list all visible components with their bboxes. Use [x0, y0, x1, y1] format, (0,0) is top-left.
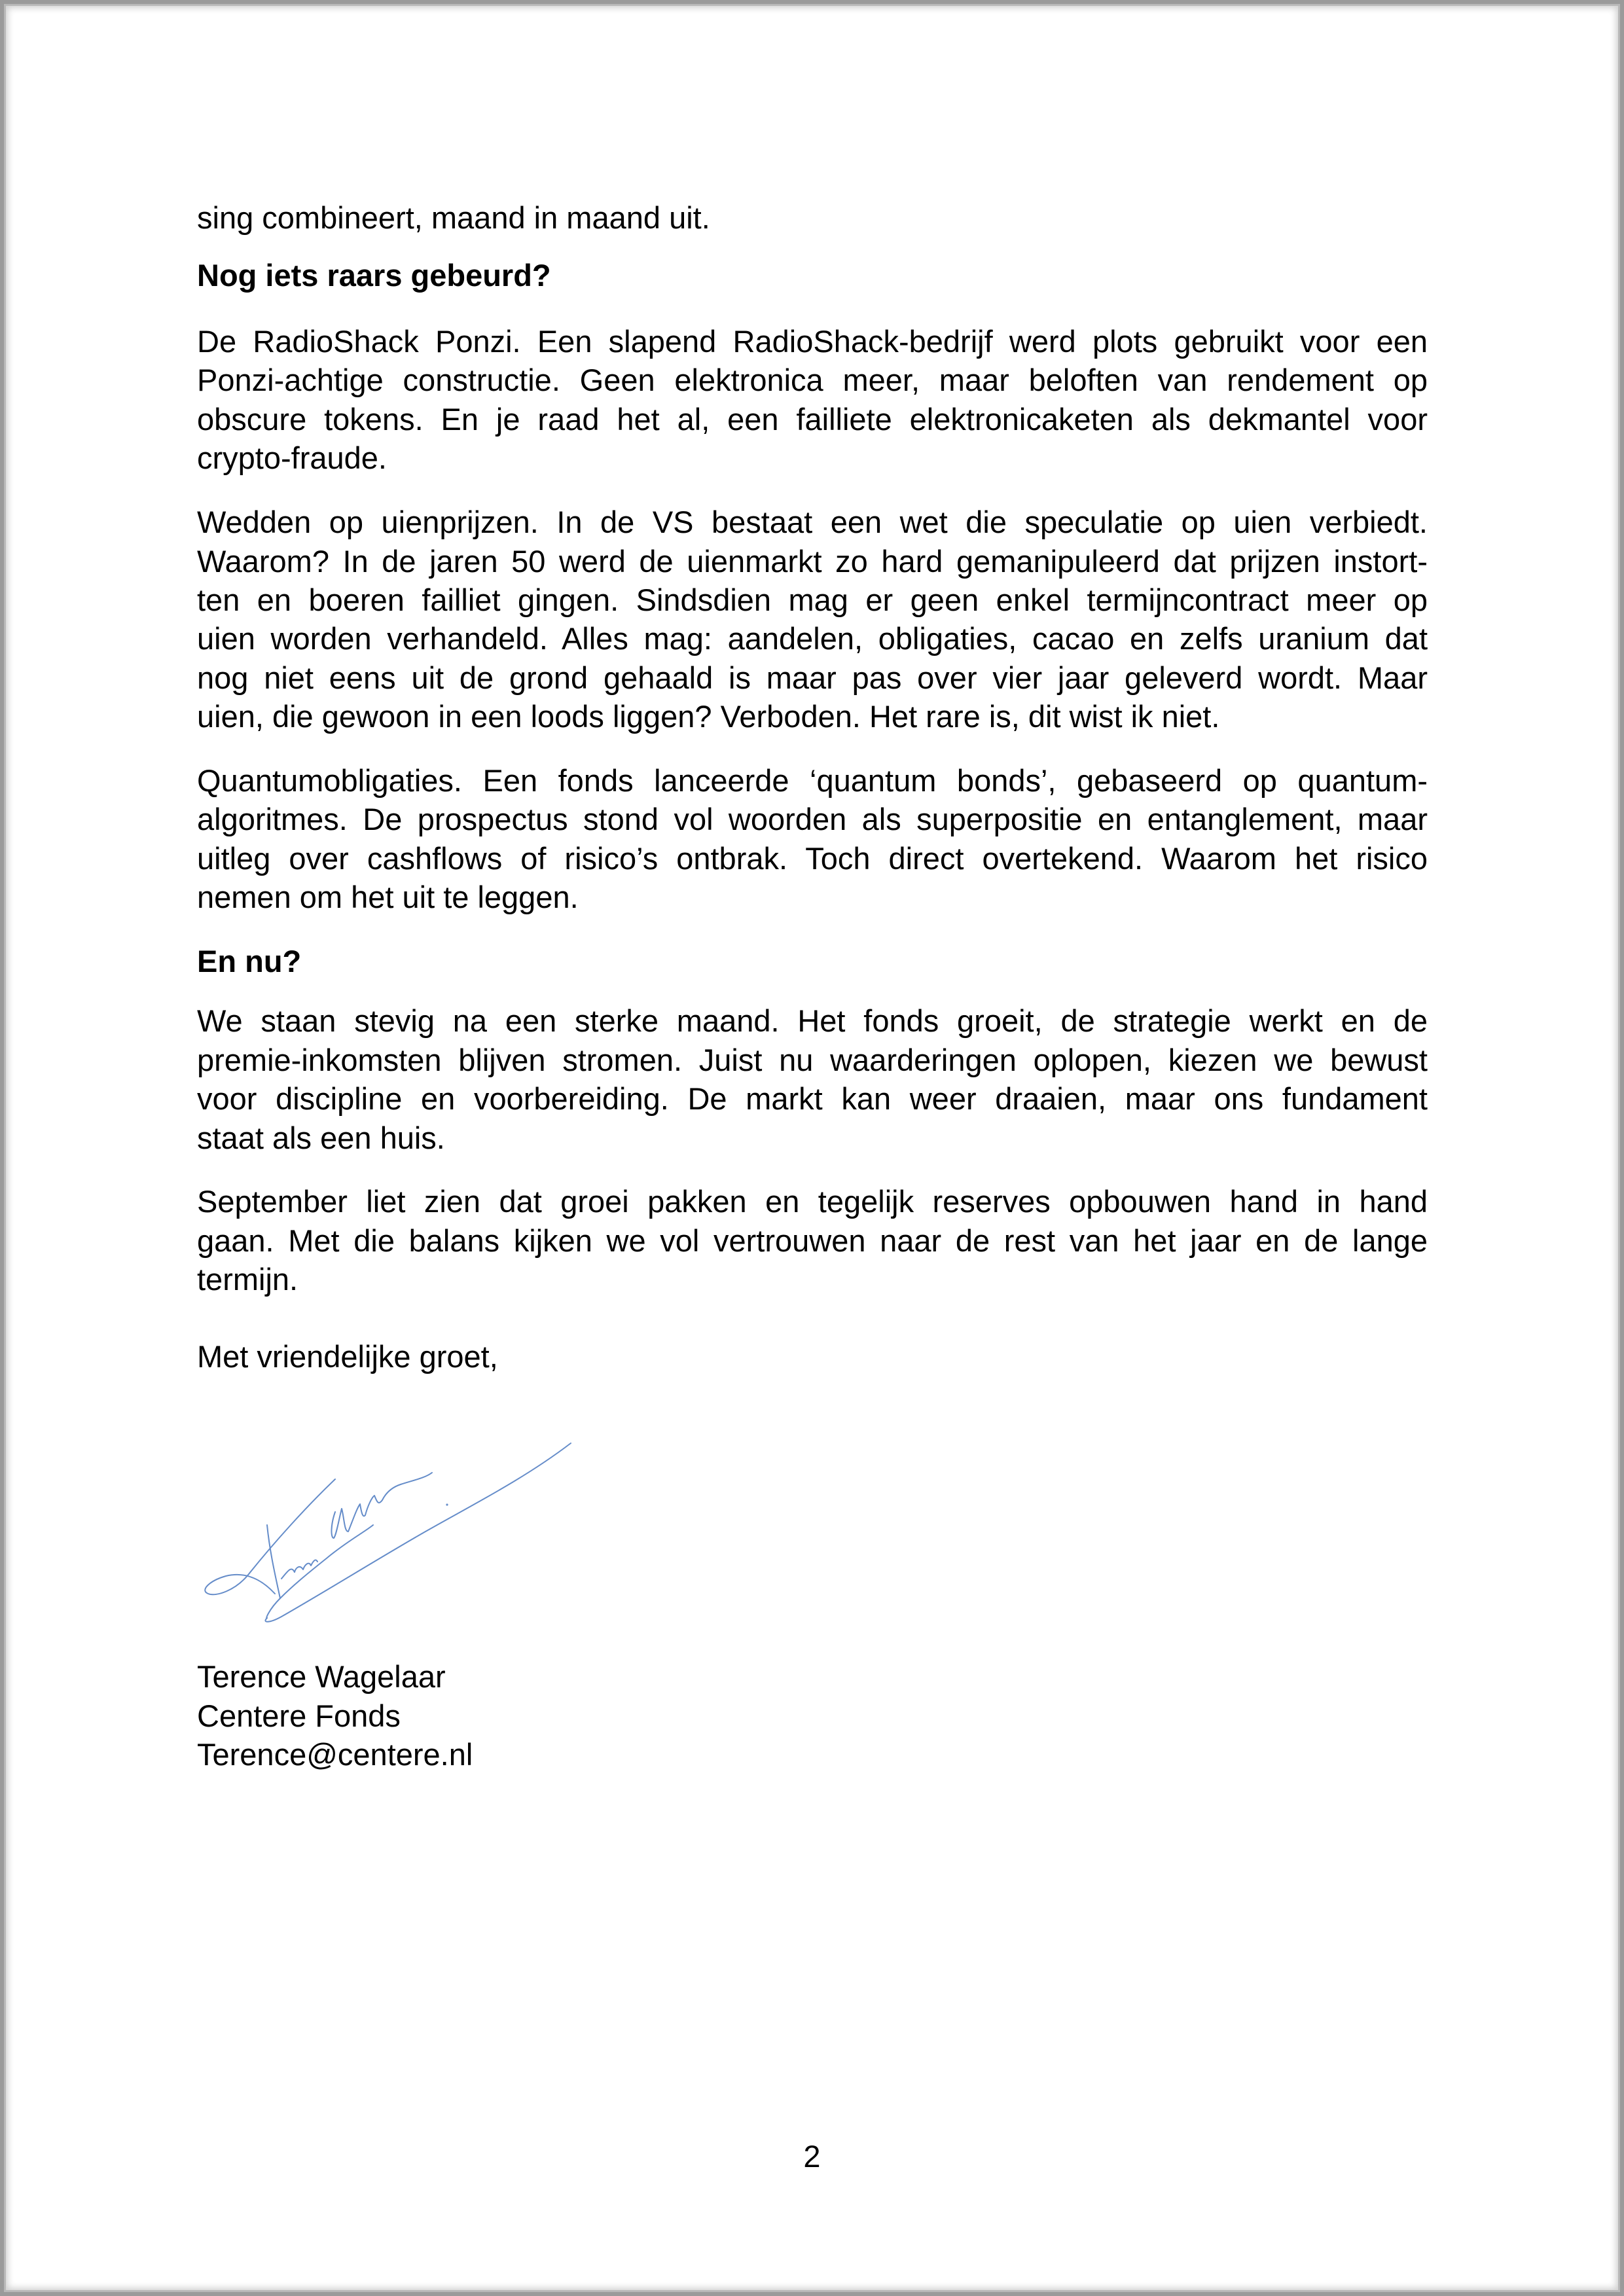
paragraph-line: voor discipline en voorbereiding. De markt kan weer draaien, maar ons fundament	[197, 1081, 1428, 1116]
paragraph-line: De RadioShack Ponzi. Een slapend RadioShack-bedrijf werd plots gebruikt voor een	[197, 324, 1428, 359]
paragraph-line: September liet zien dat groei pakken en tegelijk reserves opbouwen hand in hand	[197, 1184, 1428, 1219]
paragraph-line: Quantumobligaties. Een fonds lanceerde ‘quantum bonds’, gebaseerd op quantum-	[197, 763, 1428, 798]
paragraph-line: crypto-fraude.	[197, 440, 387, 475]
continuation-line: sing combineert, maand in maand uit.	[197, 200, 710, 235]
signatory-name: Terence Wagelaar	[197, 1659, 446, 1694]
paragraph-line: uien, die gewoon in een loods liggen? Verboden. Het rare is, dit wist ik niet.	[197, 699, 1220, 734]
paragraph-line: algoritmes. De prospectus stond vol woorden als superpositie en entanglement, maar	[197, 802, 1428, 836]
page-number: 2	[803, 2139, 821, 2174]
closing-salutation: Met vriendelijke groet,	[197, 1339, 498, 1374]
section-heading-weird-events: Nog iets raars gebeurd?	[197, 258, 551, 293]
signatory-email: Terence@centere.nl	[197, 1737, 473, 1772]
paragraph-line: gaan. Met die balans kijken we vol vertrouwen naar de rest van het jaar en de lange	[197, 1223, 1428, 1258]
paragraph-line: uien worden verhandeld. Alles mag: aandelen, obligaties, cacao en zelfs uranium dat	[197, 621, 1428, 656]
paragraph-line: termijn.	[197, 1262, 298, 1297]
paragraph-line: staat als een huis.	[197, 1121, 445, 1155]
paragraph-line: premie-inkomsten blijven stromen. Juist nu waarderingen oplopen, kiezen we bewust	[197, 1043, 1428, 1077]
paragraph-line: ten en boeren failliet gingen. Sindsdien mag er geen enkel termijncontract meer op	[197, 583, 1428, 617]
paragraph-line: nemen om het uit te leggen.	[197, 880, 579, 914]
section-heading-and-now: En nu?	[197, 944, 302, 978]
paragraph-line: We staan stevig na een sterke maand. Het fonds groeit, de strategie werkt en de	[197, 1003, 1428, 1038]
document-page	[197, 0, 1428, 2296]
handwritten-signature-icon	[196, 1427, 576, 1636]
paragraph-line: uitleg over cashflows of risico’s ontbrak. Toch direct overtekend. Waarom het risico	[197, 841, 1428, 876]
paragraph-line: Ponzi-achtige constructie. Geen elektronica meer, maar beloften van rendement op	[197, 363, 1428, 397]
paragraph-line: nog niet eens uit de grond gehaald is maar pas over vier jaar geleverd wordt. Maar	[197, 660, 1428, 695]
paragraph-line: obscure tokens. En je raad het al, een failliete elektronicaketen als dekmantel voor	[197, 402, 1428, 437]
signatory-organization: Centere Fonds	[197, 1698, 401, 1733]
paragraph-line: Wedden op uienprijzen. In de VS bestaat een wet die speculatie op uien verbiedt.	[197, 505, 1428, 539]
paragraph-line: Waarom? In de jaren 50 werd de uienmarkt zo hard gemanipuleerd dat prijzen instort-	[197, 544, 1428, 579]
